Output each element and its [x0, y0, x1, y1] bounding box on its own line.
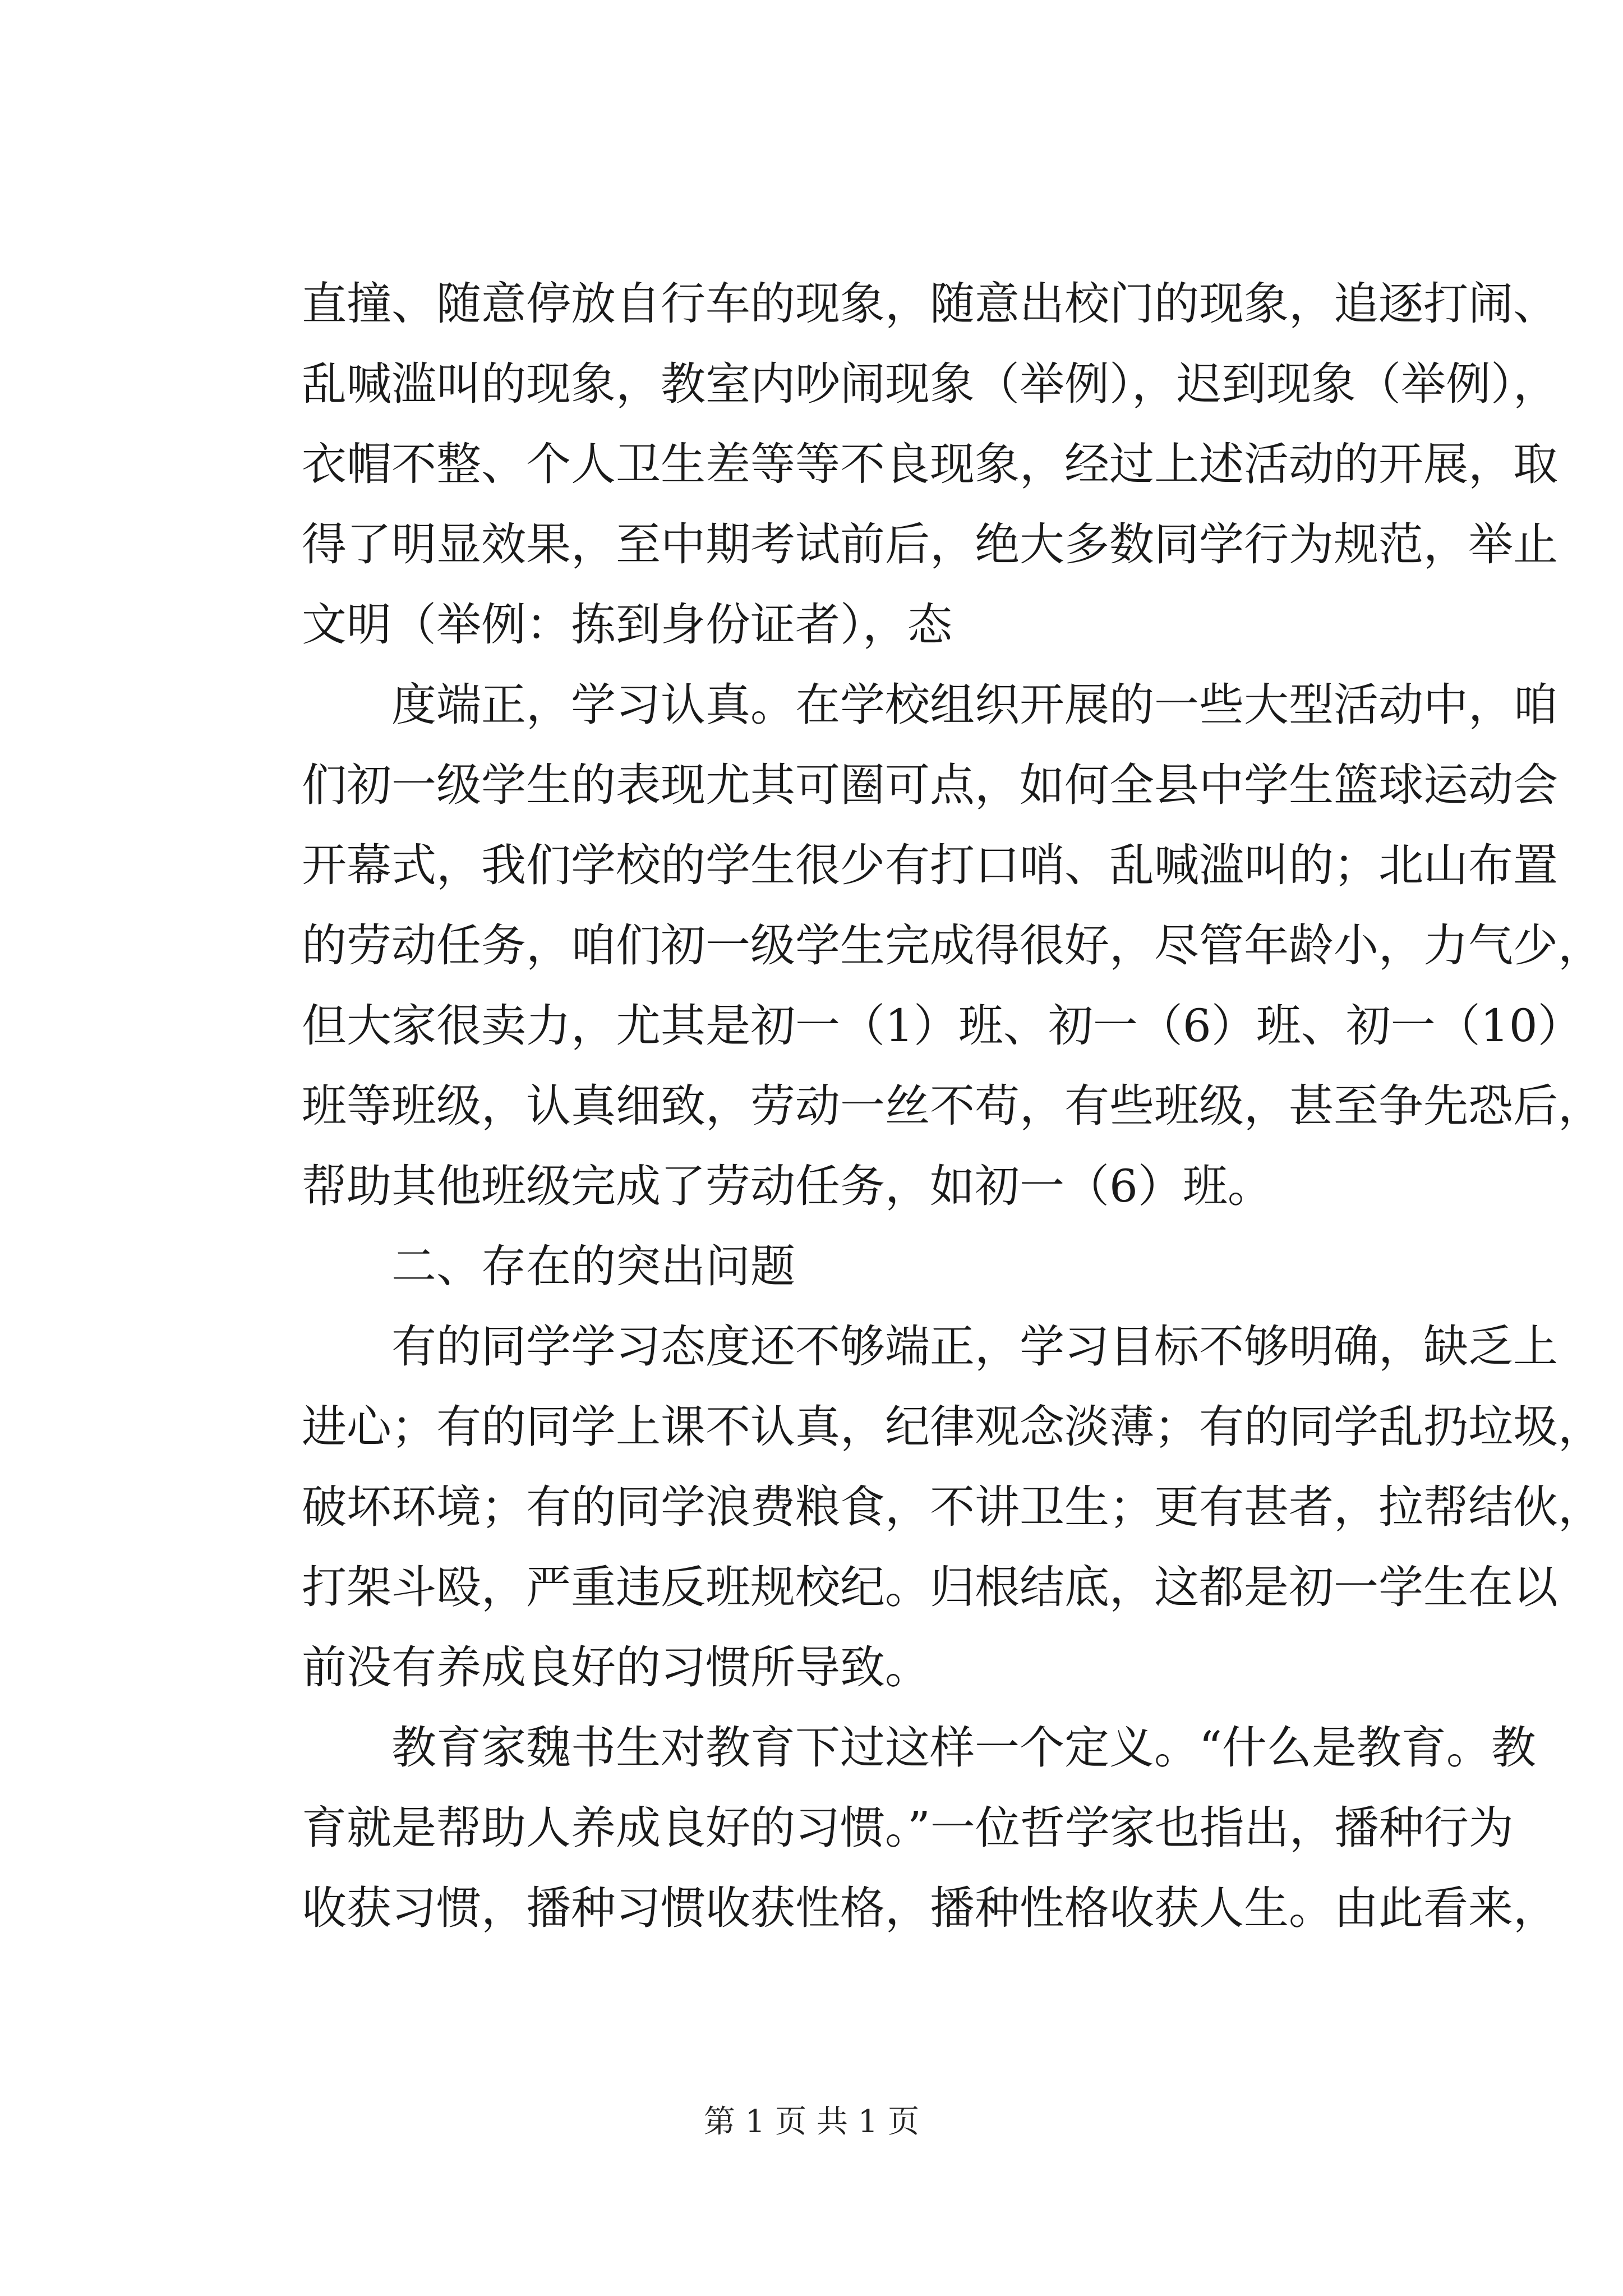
page-number-footer: 第 1 页 共 1 页 [703, 2104, 920, 2140]
text-line: 班等班级，认真细致，劳动一丝不苟，有些班级，甚至争先恐后， [302, 1080, 1603, 1132]
text-line: 的劳动任务，咱们初一级学生完成得很好，尽管年龄小，力气少， [302, 919, 1603, 972]
text-line: 收获习惯，播种习惯收获性格，播种性格收获人生。由此看来， [302, 1882, 1558, 1934]
text-line: 打架斗殴，严重违反班规校纪。归根结底，这都是初一学生在以 [302, 1561, 1558, 1613]
section-heading: 二、存在的突出问题 [391, 1240, 795, 1292]
text-line: 开幕式，我们学校的学生很少有打口哨、乱喊滥叫的；北山布置 [302, 839, 1558, 891]
text-line: 直撞、随意停放自行车的现象，随意出校门的现象，追逐打闹、 [302, 278, 1558, 330]
paragraph-start-line: 有的同学学习态度还不够端正，学习目标不够明确，缺乏上 [391, 1320, 1558, 1373]
document-body [302, 264, 1603, 1948]
paragraph-start-line: 教育家魏书生对教育下过这样一个定义。“什么是教育。教 [391, 1722, 1536, 1774]
text-line: 帮助其他班级完成了劳动任务，如初一（6）班。 [302, 1160, 1272, 1212]
text-line: 前没有养成良好的习惯所导致。 [302, 1641, 930, 1694]
paragraph-start-line: 度端正，学习认真。在学校组织开展的一些大型活动中，咱 [391, 679, 1558, 731]
text-line: 育就是帮助人养成良好的习惯。”一位哲学家也指出，播种行为 [302, 1802, 1514, 1854]
text-line: 乱喊滥叫的现象，教室内吵闹现象（举例），迟到现象（举例）， [302, 358, 1558, 410]
text-line: 得了明显效果，至中期考试前后，绝大多数同学行为规范，举止 [302, 518, 1558, 570]
text-line: 文明（举例：拣到身份证者），态 [302, 599, 952, 651]
text-line: 进心；有的同学上课不认真，纪律观念淡薄；有的同学乱扔垃圾， [302, 1401, 1603, 1453]
text-line: 但大家很卖力，尤其是初一（1）班、初一（6）班、初一（10） [302, 1000, 1583, 1052]
text-line: 们初一级学生的表现尤其可圈可点，如何全县中学生篮球运动会 [302, 759, 1558, 811]
text-line: 衣帽不整、个人卫生差等等不良现象，经过上述活动的开展，取 [302, 438, 1558, 490]
text-line: 破坏环境；有的同学浪费粮食，不讲卫生；更有甚者，拉帮结伙， [302, 1481, 1603, 1533]
